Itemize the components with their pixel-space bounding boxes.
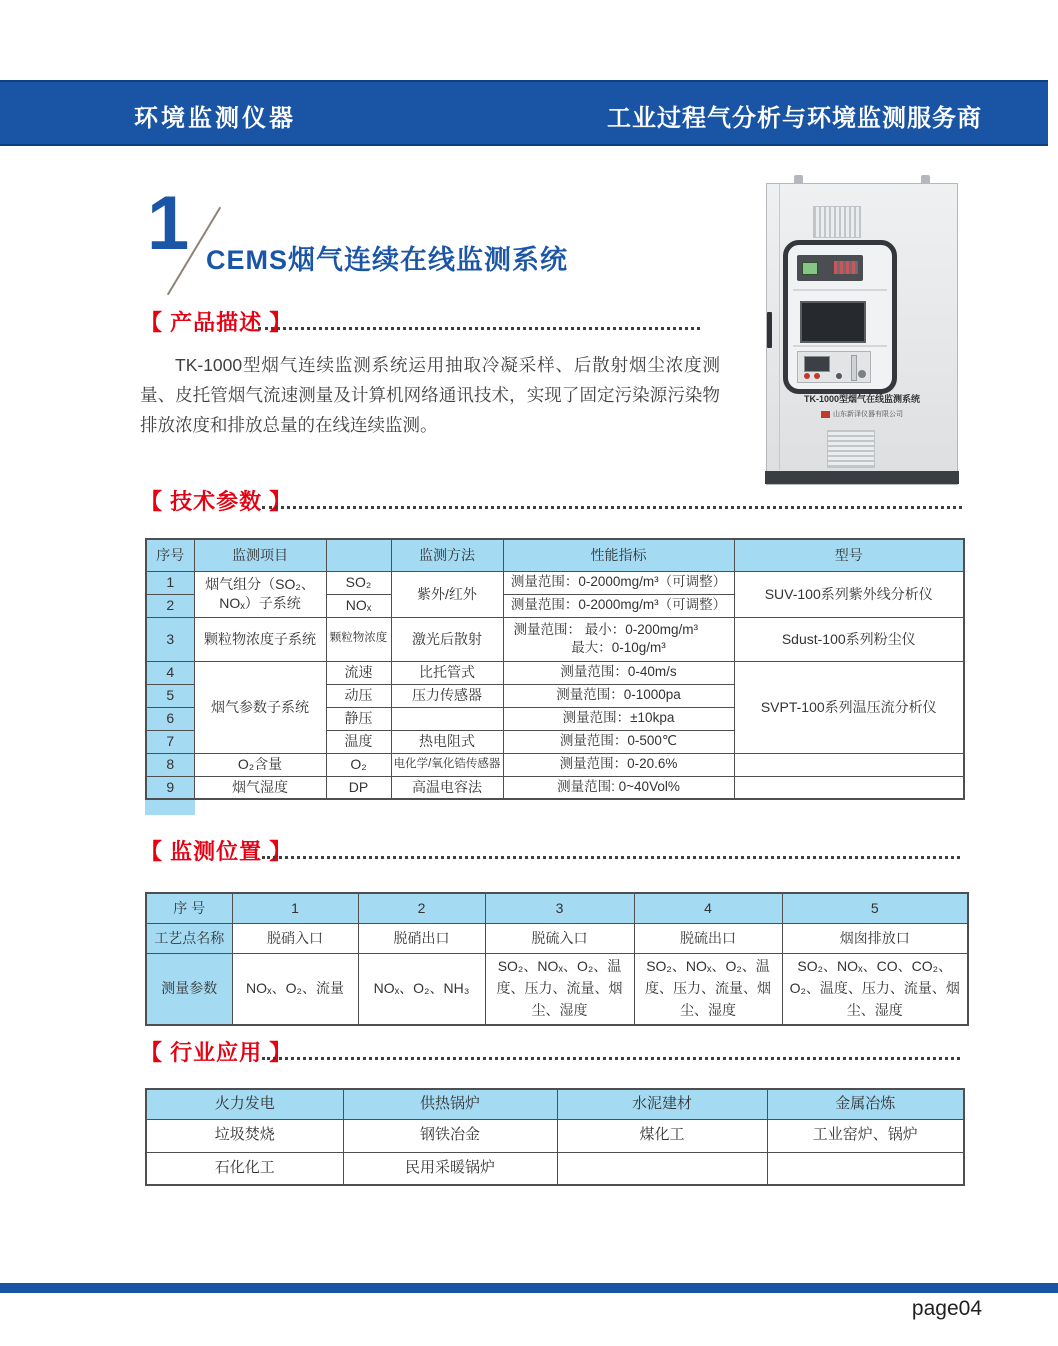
company-name: 山东新泽仪器有限公司: [833, 411, 903, 418]
company-logo-icon: [821, 411, 830, 418]
table-cell: 流速: [326, 661, 391, 684]
table-cell: 脱硝入口: [232, 923, 358, 953]
table-cell: SVPT-100系列温压流分析仪: [734, 661, 964, 753]
table-cell: 监测方法: [391, 539, 503, 571]
control-panel: [797, 351, 871, 383]
table-cell: SO₂、NOₓ、O₂、温度、压力、流量、烟尘、湿度: [634, 953, 782, 1025]
table-cell: 金属冶炼: [767, 1089, 964, 1119]
footer-bar: [0, 1283, 1058, 1293]
table-cell: 烟囱排放口: [782, 923, 968, 953]
table-cell: SO₂: [326, 571, 391, 594]
table-cell: [557, 1152, 767, 1185]
table-cell: 工业窑炉、锅炉: [767, 1119, 964, 1152]
table-cell: 测量范围：0-500℃: [503, 730, 734, 753]
table-cell: 测量范围：0-1000pa: [503, 684, 734, 707]
tech-params-table: [145, 538, 963, 800]
flow-gauge-icon: [851, 355, 857, 381]
table-cell: Sdust-100系列粉尘仪: [734, 617, 964, 661]
table-cell: NOₓ、O₂、流量: [232, 953, 358, 1025]
table-cell: [326, 539, 391, 571]
table-row: [146, 923, 968, 953]
table-cell: 动压: [326, 684, 391, 707]
label-tech-params: 【 技术参数 】: [140, 489, 293, 514]
table-cell: NOₓ: [326, 594, 391, 617]
table-cell: 石化化工: [146, 1152, 343, 1185]
table-row: [146, 953, 968, 1025]
vent-grille-icon: [813, 206, 861, 238]
table-cell: 型号: [734, 539, 964, 571]
table-cell: 测量参数: [146, 953, 232, 1025]
table-cell: O₂: [326, 753, 391, 776]
table-cell: O₂含量: [194, 753, 326, 776]
button-icon: [836, 373, 842, 379]
perf-line: 测量范围： 最小：0-200mg/m³: [513, 621, 699, 637]
table-cell: 1: [146, 571, 194, 594]
door-handle-icon: [767, 312, 772, 348]
table-cell: 监测项目: [194, 539, 326, 571]
table-cell: SO₂、NOₓ、O₂、温度、压力、流量、烟尘、湿度: [485, 953, 634, 1025]
table-row: [146, 617, 964, 661]
cabinet-door-seam: [779, 184, 780, 470]
table-cell: 测量范围：0-40m/s: [503, 661, 734, 684]
table-cell: 测量范围：0-20.6%: [503, 753, 734, 776]
table-cell: SUV-100系列紫外线分析仪: [734, 571, 964, 617]
table-cell: [767, 1152, 964, 1185]
table-cell: [734, 776, 964, 799]
table-cell: 4: [146, 661, 194, 684]
table-cell: 序 号: [146, 893, 232, 923]
knob-icon: [858, 370, 866, 378]
table-cell: NOₓ、O₂、NH₃: [358, 953, 485, 1025]
table-cell: 紫外/红外: [391, 571, 503, 617]
table-row: [146, 661, 964, 684]
label-product-description: 【 产品描述 】: [140, 310, 293, 335]
rack-rail: [793, 289, 887, 291]
table-cell: 7: [146, 730, 194, 753]
table-cell: 脱硝出口: [358, 923, 485, 953]
table-cell: 温度: [326, 730, 391, 753]
table-cell: 激光后散射: [391, 617, 503, 661]
table-cell: 测量范围：±10kpa: [503, 707, 734, 730]
table-cell: 序号: [146, 539, 194, 571]
product-description-text: TK-1000型烟气连续监测系统运用抽取冷凝采样、后散射烟尘浓度测量、皮托管烟气流速测量及计算机网络通讯技术，实现了固定污染源污染物排放浓度和排放总量的在线连续监测。: [140, 355, 720, 436]
table-cell: 电化学/氧化锆传感器: [391, 753, 503, 776]
table-cell: 脱硫入口: [485, 923, 634, 953]
monitoring-position-table: [145, 892, 967, 1026]
cabinet-model-label: TK-1000型烟气在线监测系统: [803, 394, 921, 404]
cabinet-base: [765, 471, 959, 484]
perf-line: 最大：0-10g/m³: [571, 640, 666, 655]
display-screen: [800, 301, 866, 343]
table-cell: 性能指标: [503, 539, 734, 571]
table-cell: 9: [146, 776, 194, 799]
table-cell: [503, 617, 734, 661]
table-cell: 6: [146, 707, 194, 730]
table-row: [146, 1119, 964, 1152]
industry-application-table: [145, 1088, 963, 1186]
dotted-leader: [262, 856, 960, 859]
table-cell: 工艺点名称: [146, 923, 232, 953]
table-cell: 2: [146, 594, 194, 617]
header-right-slogan: 工业过程气分析与环境监测服务商: [607, 105, 982, 132]
table-cell: 钢铁冶金: [343, 1119, 557, 1152]
rack-rail: [793, 345, 887, 347]
table-cell: 5: [146, 684, 194, 707]
table-header-row: [146, 1089, 964, 1119]
table-cell: 4: [634, 893, 782, 923]
section-title: CEMS烟气连续在线监测系统: [206, 245, 569, 275]
cabinet-window: [783, 240, 897, 394]
table-cell: 压力传感器: [391, 684, 503, 707]
label-industry-application: 【 行业应用 】: [140, 1040, 293, 1065]
cabinet-company-line: [767, 409, 957, 419]
table-row: [146, 571, 964, 594]
table-cell: 垃圾焚烧: [146, 1119, 343, 1152]
cabinet-body: [766, 183, 958, 485]
red-button-icon: [814, 373, 820, 379]
table-cell: 热电阻式: [391, 730, 503, 753]
table-cell: 火力发电: [146, 1089, 343, 1119]
table-cell: 3: [146, 617, 194, 661]
table-cell: DP: [326, 776, 391, 799]
header-bar: [0, 80, 1048, 146]
table-cell: SO₂、NOₓ、CO、CO₂、O₂、温度、压力、流量、烟尘、湿度: [782, 953, 968, 1025]
table-cell: 烟气组分（SO₂、NOₓ）子系统: [194, 571, 326, 617]
table-cell: 烟气湿度: [194, 776, 326, 799]
section-number: 1: [147, 181, 190, 266]
table-cell: 测量范围：0-2000mg/m³（可调整）: [503, 594, 734, 617]
table-cell: 3: [485, 893, 634, 923]
table-row: [146, 776, 964, 799]
dotted-leader: [258, 327, 700, 330]
red-button-icon: [804, 373, 810, 379]
table-corner-stub: [145, 800, 195, 815]
table-cell: 比托管式: [391, 661, 503, 684]
product-photo: [766, 183, 958, 485]
table-cell: 脱硫出口: [634, 923, 782, 953]
table-header-row: [146, 539, 964, 571]
table-cell: 颗粒物浓度: [326, 617, 391, 661]
table-cell: 8: [146, 753, 194, 776]
control-screen-icon: [804, 356, 830, 372]
table-cell: 供热锅炉: [343, 1089, 557, 1119]
table-cell: 5: [782, 893, 968, 923]
page-number: page04: [911, 1297, 982, 1320]
label-monitoring-position: 【 监测位置 】: [140, 839, 293, 864]
table-cell: 民用采暖锅炉: [343, 1152, 557, 1185]
table-row: [146, 1152, 964, 1185]
vent-grille-icon: [827, 430, 875, 468]
table-cell: 2: [358, 893, 485, 923]
dotted-leader: [262, 506, 962, 509]
table-header-row: [146, 893, 968, 923]
keypad-icon: [834, 261, 858, 274]
table-cell: 高温电容法: [391, 776, 503, 799]
dotted-leader: [262, 1057, 960, 1060]
header-left-title: 环境监测仪器: [134, 105, 296, 132]
table-row: [146, 753, 964, 776]
analyzer-screen-icon: [802, 262, 818, 275]
table-cell: [734, 753, 964, 776]
table-cell: 测量范围：0-2000mg/m³（可调整）: [503, 571, 734, 594]
table-cell: 1: [232, 893, 358, 923]
table-cell: 煤化工: [557, 1119, 767, 1152]
table-cell: 静压: [326, 707, 391, 730]
table-cell: 测量范围: 0~40Vol%: [503, 776, 734, 799]
table-cell: 水泥建材: [557, 1089, 767, 1119]
table-cell: 颗粒物浓度子系统: [194, 617, 326, 661]
analyzer-panel: [797, 255, 863, 281]
table-cell: [391, 707, 503, 730]
table-cell: 烟气参数子系统: [194, 661, 326, 753]
